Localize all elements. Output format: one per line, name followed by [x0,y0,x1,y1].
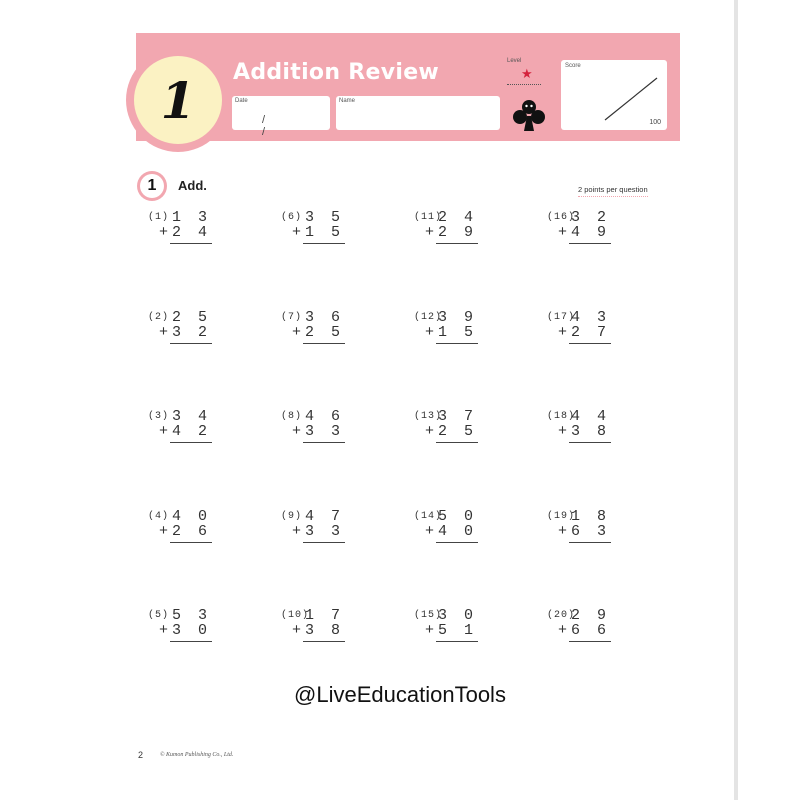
problem-top-operand: 2 4 [437,209,477,226]
answer-line [170,542,212,543]
problem-number: (15) [414,610,443,621]
answer-line [436,243,478,244]
problem [414,408,504,444]
problem [281,408,371,444]
problem [148,408,238,444]
problem-bottom-operand: +2 4 [158,224,211,241]
problem-bottom-operand: +6 3 [557,523,610,540]
answer-line [436,641,478,642]
problem-top-operand: 4 0 [171,508,211,525]
date-placeholder: / / [262,114,286,138]
problem [547,209,637,245]
score-label: Score [565,63,581,69]
date-label: Date [235,98,248,104]
copyright-note: © Kumon Publishing Co., Ltd. [160,752,234,758]
problem-bottom-operand: +2 7 [557,324,610,341]
problem-number: (4) [148,511,170,522]
problem-number: (9) [281,511,303,522]
problem [414,209,504,245]
problem [281,508,371,544]
problem-top-operand: 5 3 [171,607,211,624]
problem-top-operand: 4 7 [304,508,344,525]
problem-number: (8) [281,411,303,422]
problem-number: (3) [148,411,170,422]
problem-top-operand: 3 4 [171,408,211,425]
problem-top-operand: 1 8 [570,508,610,525]
level-divider [507,84,541,85]
page-edge [734,0,738,800]
problem-bottom-operand: +3 3 [291,523,344,540]
answer-line [303,542,345,543]
problem-top-operand: 3 5 [304,209,344,226]
problem-top-operand: 2 5 [171,309,211,326]
problem-top-operand: 3 0 [437,607,477,624]
problem-top-operand: 2 9 [570,607,610,624]
problem [414,508,504,544]
points-note: 2 points per question [578,185,648,197]
problem [281,607,371,643]
problem-top-operand: 4 6 [304,408,344,425]
problem-bottom-operand: +2 6 [158,523,211,540]
section-number-badge: 1 [140,174,164,198]
problem-top-operand: 4 3 [570,309,610,326]
answer-line [303,641,345,642]
answer-line [170,343,212,344]
problem-bottom-operand: +3 8 [557,423,610,440]
problem [281,309,371,345]
problem-number: (20) [547,610,576,621]
answer-line [170,641,212,642]
problem-number: (17) [547,312,576,323]
problem-bottom-operand: +1 5 [291,224,344,241]
problem-bottom-operand: +3 8 [291,622,344,639]
problem [547,508,637,544]
problem-number: (16) [547,212,576,223]
problem-number: (12) [414,312,443,323]
problem-top-operand: 1 3 [171,209,211,226]
answer-line [569,641,611,642]
problem-bottom-operand: +3 0 [158,622,211,639]
level-star-icon: ★ [521,66,533,81]
problem-number: (19) [547,511,576,522]
answer-line [436,542,478,543]
answer-line [303,442,345,443]
problem [414,309,504,345]
page-number: 2 [138,750,144,760]
date-field[interactable] [232,96,330,138]
answer-line [569,243,611,244]
problem [547,309,637,345]
problem-number: (10) [281,610,310,621]
problem [414,607,504,643]
answer-line [170,442,212,443]
problem-number: (5) [148,610,170,621]
answer-line [569,542,611,543]
answer-line [170,243,212,244]
problem-top-operand: 1 7 [304,607,344,624]
name-label: Name [339,98,356,104]
problem-bottom-operand: +3 3 [291,423,344,440]
score-box[interactable] [561,60,667,130]
problem-number: (1) [148,212,170,223]
problem [148,607,238,643]
problem-bottom-operand: +2 9 [424,224,477,241]
score-max: 100 [649,119,661,126]
problem-bottom-operand: +5 1 [424,622,477,639]
problem-top-operand: 4 4 [570,408,610,425]
problem [148,209,238,245]
problem-bottom-operand: +2 5 [291,324,344,341]
problem-bottom-operand: +3 2 [158,324,211,341]
problem-top-operand: 5 0 [437,508,477,525]
unit-number-badge: 1 [134,56,222,144]
problem-top-operand: 3 6 [304,309,344,326]
name-field[interactable] [336,96,500,130]
problem-top-operand: 3 2 [570,209,610,226]
problem-bottom-operand: +4 0 [424,523,477,540]
problem-bottom-operand: +2 5 [424,423,477,440]
problem [148,309,238,345]
problem-number: (14) [414,511,443,522]
problem-bottom-operand: +1 5 [424,324,477,341]
problem [547,607,637,643]
worksheet-title: Addition Review [233,60,440,85]
club-icon [511,98,547,132]
problem [281,209,371,245]
problem-top-operand: 3 7 [437,408,477,425]
problem [148,508,238,544]
answer-line [436,343,478,344]
level-label: Level [507,58,522,64]
answer-line [569,442,611,443]
problem-number: (6) [281,212,303,223]
answer-line [436,442,478,443]
problem [547,408,637,444]
problem-bottom-operand: +4 2 [158,423,211,440]
problem-bottom-operand: +4 9 [557,224,610,241]
problem-number: (11) [414,212,443,223]
problem-top-operand: 3 9 [437,309,477,326]
answer-line [569,343,611,344]
watermark: @LiveEducationTools [294,682,506,707]
problem-bottom-operand: +6 6 [557,622,610,639]
problem-number: (13) [414,411,443,422]
problem-number: (2) [148,312,170,323]
problem-number: (18) [547,411,576,422]
problem-number: (7) [281,312,303,323]
score-slash-icon [601,74,661,124]
answer-line [303,343,345,344]
section-instruction: Add. [178,178,207,193]
answer-line [303,243,345,244]
